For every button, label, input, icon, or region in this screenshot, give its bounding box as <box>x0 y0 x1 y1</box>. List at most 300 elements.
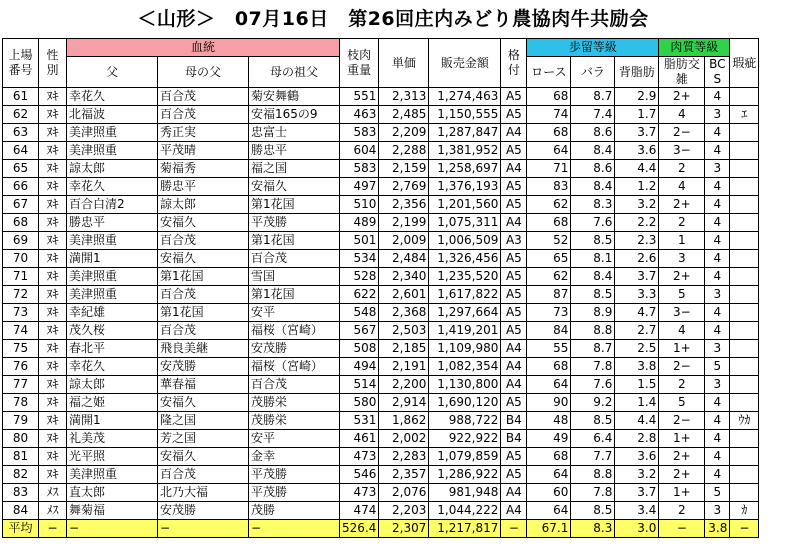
cell-mother-grandfather: 福桜（宮崎） <box>249 322 340 340</box>
cell-unit-price: 2,484 <box>379 250 429 268</box>
page-title: ＜山形＞ 07月16日 第26回庄内みどり農協肉牛共励会 <box>137 8 649 30</box>
cell-mother-father: 芳之国 <box>158 430 249 448</box>
average-defect: − <box>730 520 759 538</box>
cell-defect: ｴ <box>730 106 759 124</box>
cell-lot-number: 80 <box>3 430 39 448</box>
cell-fat: 3.8 <box>615 358 659 376</box>
cell-rose: 64 <box>527 502 571 520</box>
cell-mother-grandfather: 安平 <box>249 430 340 448</box>
cell-unit-price: 1,862 <box>379 412 429 430</box>
cell-rose: 49 <box>527 430 571 448</box>
cell-defect <box>730 358 759 376</box>
cell-rose: 71 <box>527 160 571 178</box>
cell-bara: 8.4 <box>571 268 615 286</box>
cell-fat: 3.7 <box>615 268 659 286</box>
cell-fat: 3.7 <box>615 484 659 502</box>
cell-rose: 62 <box>527 268 571 286</box>
cell-lot-number: 83 <box>3 484 39 502</box>
cell-defect <box>730 178 759 196</box>
cell-fat: 3.6 <box>615 448 659 466</box>
cell-grade: B4 <box>501 412 527 430</box>
cell-marbling: 2− <box>659 358 705 376</box>
table-row <box>3 358 759 376</box>
cell-bcs: 4 <box>705 196 730 214</box>
cell-weight: 510 <box>340 196 379 214</box>
cell-grade: A5 <box>501 268 527 286</box>
cell-unit-price: 2,159 <box>379 160 429 178</box>
cell-father: 幸花久 <box>67 358 158 376</box>
cell-rose: 68 <box>527 448 571 466</box>
header-father: 父 <box>67 57 158 88</box>
cell-sex: ﾇｷ <box>39 286 67 304</box>
cell-bcs: 4 <box>705 88 730 106</box>
cell-grade: A4 <box>501 214 527 232</box>
cell-bara: 7.4 <box>571 106 615 124</box>
cell-sex: ﾇｷ <box>39 88 67 106</box>
cell-father: 北福波 <box>67 106 158 124</box>
cell-lot-number: 65 <box>3 160 39 178</box>
cell-fat: 3.4 <box>615 502 659 520</box>
cell-weight: 514 <box>340 376 379 394</box>
cell-father: 礼美茂 <box>67 430 158 448</box>
cell-sex: ﾇｷ <box>39 124 67 142</box>
cell-lot-number: 76 <box>3 358 39 376</box>
cell-fat: 4.4 <box>615 160 659 178</box>
cell-defect <box>730 286 759 304</box>
cell-grade: A5 <box>501 286 527 304</box>
cell-sex: ﾇｷ <box>39 376 67 394</box>
cell-grade: A5 <box>501 304 527 322</box>
cell-defect <box>730 340 759 358</box>
average-weight: 526.4 <box>340 520 379 538</box>
cell-defect <box>730 142 759 160</box>
cell-sales: 1,079,859 <box>429 448 501 466</box>
cell-father: 幸花久 <box>67 178 158 196</box>
cell-unit-price: 2,200 <box>379 376 429 394</box>
cell-grade: A4 <box>501 358 527 376</box>
cell-unit-price: 2,485 <box>379 106 429 124</box>
table-row <box>3 124 759 142</box>
cell-bara: 8.6 <box>571 124 615 142</box>
cell-bcs: 4 <box>705 250 730 268</box>
cell-mother-father: 安福久 <box>158 448 249 466</box>
cell-marbling: 2 <box>659 214 705 232</box>
header-fat: 背脂肪 <box>615 57 659 88</box>
cell-defect <box>730 214 759 232</box>
table-row <box>3 106 759 124</box>
cell-rose: 64 <box>527 466 571 484</box>
cell-weight: 473 <box>340 448 379 466</box>
cell-unit-price: 2,002 <box>379 430 429 448</box>
average-grade: − <box>501 520 527 538</box>
cell-bara: 9.2 <box>571 394 615 412</box>
average-mother-father: − <box>158 520 249 538</box>
cell-father: 幸紀雄 <box>67 304 158 322</box>
cell-marbling: 2+ <box>659 448 705 466</box>
cell-mother-father: 飛良美継 <box>158 340 249 358</box>
header-marbling: 脂肪交雑 <box>659 57 705 88</box>
cell-sex: ﾇｷ <box>39 250 67 268</box>
cell-fat: 2.8 <box>615 430 659 448</box>
cell-grade: A5 <box>501 250 527 268</box>
cell-mother-father: 華春福 <box>158 376 249 394</box>
cell-weight: 546 <box>340 466 379 484</box>
cell-bcs: 4 <box>705 232 730 250</box>
cell-grade: A4 <box>501 484 527 502</box>
cell-marbling: 3− <box>659 304 705 322</box>
average-row <box>3 520 759 538</box>
cell-sales: 1,286,922 <box>429 466 501 484</box>
cell-weight: 567 <box>340 322 379 340</box>
cell-sex: ﾇｷ <box>39 106 67 124</box>
cell-sex: ﾇｷ <box>39 340 67 358</box>
table-row <box>3 304 759 322</box>
table-row <box>3 268 759 286</box>
cell-fat: 3.2 <box>615 466 659 484</box>
cell-sales: 1,044,222 <box>429 502 501 520</box>
cell-marbling: 4 <box>659 322 705 340</box>
cell-unit-price: 2,185 <box>379 340 429 358</box>
table-row <box>3 412 759 430</box>
cell-lot-number: 64 <box>3 142 39 160</box>
cell-weight: 534 <box>340 250 379 268</box>
cell-sex: ﾇｷ <box>39 304 67 322</box>
cell-mother-father: 秀正実 <box>158 124 249 142</box>
cell-bara: 6.4 <box>571 430 615 448</box>
cell-fat: 1.5 <box>615 376 659 394</box>
cell-mother-grandfather: 金幸 <box>249 448 340 466</box>
cell-weight: 548 <box>340 304 379 322</box>
cell-marbling: 2 <box>659 376 705 394</box>
cell-marbling: 3− <box>659 142 705 160</box>
cell-fat: 3.7 <box>615 124 659 142</box>
cell-mother-grandfather: 安福165の9 <box>249 106 340 124</box>
cell-lot-number: 79 <box>3 412 39 430</box>
cell-lot-number: 84 <box>3 502 39 520</box>
cell-grade: A5 <box>501 178 527 196</box>
cell-rose: 52 <box>527 232 571 250</box>
cell-marbling: 2+ <box>659 268 705 286</box>
cell-sales: 1,150,555 <box>429 106 501 124</box>
cell-defect <box>730 466 759 484</box>
cell-grade: A4 <box>501 124 527 142</box>
table-row <box>3 214 759 232</box>
cell-lot-number: 82 <box>3 466 39 484</box>
cell-lot-number: 67 <box>3 196 39 214</box>
cell-mother-grandfather: 茂勝 <box>249 502 340 520</box>
cell-bcs: 4 <box>705 322 730 340</box>
cell-unit-price: 2,203 <box>379 502 429 520</box>
cell-sex: ﾇｷ <box>39 448 67 466</box>
cell-fat: 1.2 <box>615 178 659 196</box>
cell-sales: 1,326,456 <box>429 250 501 268</box>
table-row <box>3 88 759 106</box>
cell-mother-grandfather: 勝忠平 <box>249 142 340 160</box>
cell-unit-price: 2,209 <box>379 124 429 142</box>
cell-lot-number: 61 <box>3 88 39 106</box>
cell-rose: 73 <box>527 304 571 322</box>
header-mother-father: 母の父 <box>158 57 249 88</box>
cell-mother-father: 百合茂 <box>158 322 249 340</box>
cell-father: 茂久桜 <box>67 322 158 340</box>
cell-lot-number: 74 <box>3 322 39 340</box>
cell-mother-grandfather: 雪国 <box>249 268 340 286</box>
cell-bara: 8.1 <box>571 250 615 268</box>
cell-bara: 8.6 <box>571 160 615 178</box>
cell-grade: A5 <box>501 466 527 484</box>
cell-unit-price: 2,368 <box>379 304 429 322</box>
average-unit-price: 2,307 <box>379 520 429 538</box>
cell-bcs: 4 <box>705 448 730 466</box>
cell-grade: A5 <box>501 322 527 340</box>
table-row <box>3 466 759 484</box>
cell-sex: ﾇｷ <box>39 196 67 214</box>
cell-sex: ﾇｷ <box>39 322 67 340</box>
cell-sales: 981,948 <box>429 484 501 502</box>
cell-grade: A5 <box>501 196 527 214</box>
cell-mother-grandfather: 茂勝栄 <box>249 394 340 412</box>
cell-weight: 463 <box>340 106 379 124</box>
cell-unit-price: 2,357 <box>379 466 429 484</box>
cell-mother-father: 安福久 <box>158 214 249 232</box>
cell-defect <box>730 304 759 322</box>
cell-rose: 65 <box>527 250 571 268</box>
average-sales: 1,217,817 <box>429 520 501 538</box>
cell-mother-father: 平茂晴 <box>158 142 249 160</box>
cell-sex: ﾇｷ <box>39 466 67 484</box>
cell-bara: 8.4 <box>571 178 615 196</box>
cell-marbling: 1 <box>659 232 705 250</box>
cell-lot-number: 81 <box>3 448 39 466</box>
header-lot: 上場番号 <box>3 39 39 88</box>
table-row <box>3 448 759 466</box>
cell-mother-grandfather: 百合茂 <box>249 376 340 394</box>
cell-marbling: 5 <box>659 286 705 304</box>
cell-bcs: 5 <box>705 358 730 376</box>
cell-bcs: 4 <box>705 124 730 142</box>
cell-rose: 68 <box>527 358 571 376</box>
header-bara: バラ <box>571 57 615 88</box>
cell-mother-father: 北乃大福 <box>158 484 249 502</box>
cell-sales: 1,274,463 <box>429 88 501 106</box>
table-row <box>3 178 759 196</box>
cell-fat: 1.4 <box>615 394 659 412</box>
cell-sales: 1,109,980 <box>429 340 501 358</box>
cell-bcs: 3 <box>705 106 730 124</box>
cell-mother-father: 菊福秀 <box>158 160 249 178</box>
cell-lot-number: 73 <box>3 304 39 322</box>
cell-father: 満開1 <box>67 250 158 268</box>
cell-mother-father: 安福久 <box>158 394 249 412</box>
cell-unit-price: 2,356 <box>379 196 429 214</box>
cell-fat: 3.2 <box>615 196 659 214</box>
cell-defect: ｳｶ <box>730 412 759 430</box>
cell-fat: 3.3 <box>615 286 659 304</box>
cell-mother-grandfather: 百合茂 <box>249 250 340 268</box>
cell-defect <box>730 88 759 106</box>
cell-weight: 508 <box>340 340 379 358</box>
cell-bara: 8.7 <box>571 88 615 106</box>
cell-fat: 2.3 <box>615 232 659 250</box>
cell-father: 諒太郎 <box>67 376 158 394</box>
table-row <box>3 484 759 502</box>
cell-unit-price: 2,340 <box>379 268 429 286</box>
cell-sales: 988,722 <box>429 412 501 430</box>
header-unit-price: 単価 <box>379 39 429 88</box>
cell-sex: ﾇｷ <box>39 412 67 430</box>
cell-weight: 622 <box>340 286 379 304</box>
cell-defect <box>730 124 759 142</box>
cell-sales: 1,082,354 <box>429 358 501 376</box>
cell-rose: 68 <box>527 124 571 142</box>
cell-mother-father: 隆之国 <box>158 412 249 430</box>
cell-father: 舞菊福 <box>67 502 158 520</box>
cell-fat: 2.6 <box>615 250 659 268</box>
table-row <box>3 142 759 160</box>
cell-marbling: 1+ <box>659 340 705 358</box>
cell-mother-father: 百合茂 <box>158 88 249 106</box>
cell-bara: 8.9 <box>571 304 615 322</box>
cell-weight: 501 <box>340 232 379 250</box>
cell-sales: 1,006,509 <box>429 232 501 250</box>
cell-rose: 60 <box>527 484 571 502</box>
cell-bara: 7.6 <box>571 214 615 232</box>
table-row <box>3 232 759 250</box>
cell-mother-grandfather: 茂勝栄 <box>249 412 340 430</box>
cell-rose: 64 <box>527 142 571 160</box>
cell-lot-number: 66 <box>3 178 39 196</box>
cell-mother-father: 勝忠平 <box>158 178 249 196</box>
cell-father: 美津照重 <box>67 232 158 250</box>
cell-bara: 7.7 <box>571 448 615 466</box>
cell-sales: 1,376,193 <box>429 178 501 196</box>
cell-marbling: 2− <box>659 412 705 430</box>
cell-defect <box>730 484 759 502</box>
cell-mother-grandfather: 福桜（宮崎） <box>249 358 340 376</box>
results-table <box>2 38 759 538</box>
cell-mother-grandfather: 第1花国 <box>249 232 340 250</box>
cell-marbling: 4 <box>659 178 705 196</box>
cell-fat: 4.4 <box>615 412 659 430</box>
cell-bcs: 4 <box>705 394 730 412</box>
cell-bara: 8.7 <box>571 340 615 358</box>
cell-defect <box>730 376 759 394</box>
cell-unit-price: 2,769 <box>379 178 429 196</box>
cell-bara: 8.4 <box>571 142 615 160</box>
cell-weight: 474 <box>340 502 379 520</box>
cell-defect: ｶ <box>730 502 759 520</box>
cell-unit-price: 2,601 <box>379 286 429 304</box>
header-mother-grandfather: 母の祖父 <box>249 57 340 88</box>
cell-bcs: 3 <box>705 502 730 520</box>
cell-father: 直太郎 <box>67 484 158 502</box>
cell-unit-price: 2,313 <box>379 88 429 106</box>
cell-fat: 2.2 <box>615 214 659 232</box>
cell-lot-number: 70 <box>3 250 39 268</box>
cell-rose: 74 <box>527 106 571 124</box>
cell-mother-grandfather: 安平 <box>249 304 340 322</box>
cell-sales: 1,617,822 <box>429 286 501 304</box>
cell-father: 勝忠平 <box>67 214 158 232</box>
table-row <box>3 340 759 358</box>
header-sex: 性別 <box>39 39 67 88</box>
cell-weight: 583 <box>340 124 379 142</box>
cell-sales: 1,075,311 <box>429 214 501 232</box>
cell-sex: ﾇｷ <box>39 430 67 448</box>
header-defect: 瑕疵 <box>730 39 759 88</box>
cell-sex: ﾇｷ <box>39 358 67 376</box>
cell-bcs: 3 <box>705 376 730 394</box>
cell-fat: 1.7 <box>615 106 659 124</box>
cell-weight: 583 <box>340 160 379 178</box>
cell-bara: 7.8 <box>571 484 615 502</box>
cell-fat: 4.7 <box>615 304 659 322</box>
cell-defect <box>730 394 759 412</box>
table-row <box>3 286 759 304</box>
cell-weight: 528 <box>340 268 379 286</box>
average-sex: − <box>39 520 67 538</box>
table-row <box>3 376 759 394</box>
cell-bara: 7.6 <box>571 376 615 394</box>
cell-sex: ﾒｽ <box>39 484 67 502</box>
average-bara: 8.3 <box>571 520 615 538</box>
cell-grade: A5 <box>501 88 527 106</box>
cell-defect <box>730 448 759 466</box>
cell-bara: 8.5 <box>571 232 615 250</box>
cell-weight: 497 <box>340 178 379 196</box>
cell-marbling: 1+ <box>659 484 705 502</box>
cell-mother-father: 諒太郎 <box>158 196 249 214</box>
cell-grade: A5 <box>501 394 527 412</box>
cell-sex: ﾇｷ <box>39 142 67 160</box>
cell-marbling: 4 <box>659 106 705 124</box>
cell-grade: A5 <box>501 106 527 124</box>
cell-weight: 473 <box>340 484 379 502</box>
header-weight: 枝肉重量 <box>340 39 379 88</box>
cell-marbling: 2− <box>659 124 705 142</box>
cell-lot-number: 68 <box>3 214 39 232</box>
cell-father: 諒太郎 <box>67 160 158 178</box>
cell-father: 百合白清2 <box>67 196 158 214</box>
cell-weight: 551 <box>340 88 379 106</box>
table-row <box>3 160 759 178</box>
cell-rose: 90 <box>527 394 571 412</box>
cell-grade: A4 <box>501 160 527 178</box>
cell-mother-grandfather: 平茂勝 <box>249 484 340 502</box>
cell-father: 美津照重 <box>67 286 158 304</box>
cell-defect <box>730 196 759 214</box>
cell-rose: 84 <box>527 322 571 340</box>
cell-mother-grandfather: 菊安舞鶴 <box>249 88 340 106</box>
average-mother-grandfather: − <box>249 520 340 538</box>
header-bcs: BCS <box>705 57 730 88</box>
cell-sales: 1,690,120 <box>429 394 501 412</box>
cell-grade: A5 <box>501 448 527 466</box>
cell-bcs: 3 <box>705 286 730 304</box>
cell-defect <box>730 430 759 448</box>
cell-weight: 494 <box>340 358 379 376</box>
average-fat: 3.0 <box>615 520 659 538</box>
average-bcs: 3.8 <box>705 520 730 538</box>
cell-bara: 8.5 <box>571 502 615 520</box>
cell-bara: 8.5 <box>571 412 615 430</box>
cell-fat: 3.6 <box>615 142 659 160</box>
cell-sex: ﾇｷ <box>39 160 67 178</box>
cell-lot-number: 72 <box>3 286 39 304</box>
table-row <box>3 250 759 268</box>
cell-mother-father: 第1花国 <box>158 304 249 322</box>
cell-mother-grandfather: 第1花国 <box>249 196 340 214</box>
